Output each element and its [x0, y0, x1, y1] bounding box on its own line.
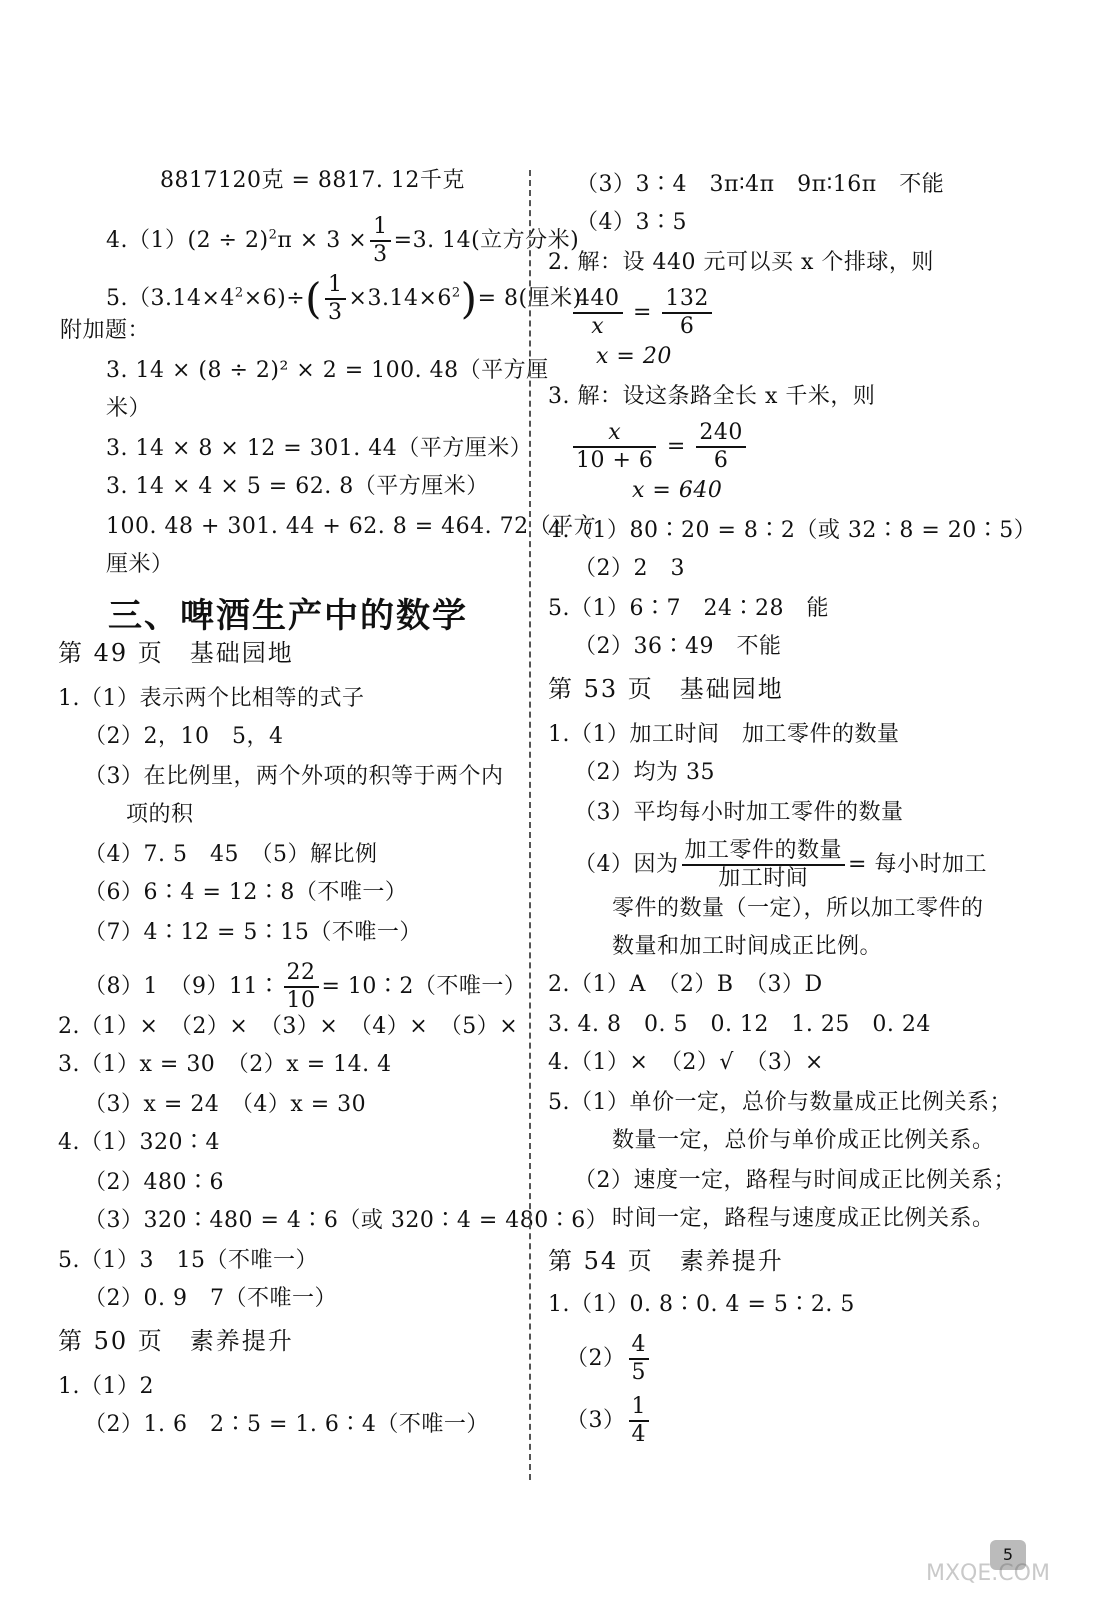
answer-line: 数量和加工时间成正比例。 [612, 934, 883, 959]
answer-line: （3）平均每小时加工零件的数量 [574, 800, 904, 825]
answer-line: 1.（1）加工时间 加工零件的数量 [548, 722, 900, 747]
answer-line: （2）480∶6 [84, 1170, 224, 1195]
fraction: $\frac{440}{x}$ [573, 286, 623, 340]
fraction: $\frac{\text{加工零件的数量}}{\text{加工时间}}$ [682, 838, 846, 892]
fraction: $\frac{132}{6}$ [662, 286, 712, 340]
solution-line: x = 20 [596, 344, 672, 369]
answer-line: 4.（1）× （2）√ （3）× [548, 1050, 824, 1075]
answer-line: （2）2 3 [574, 556, 685, 581]
answer-line: （2）速度一定，路程与时间成正比例关系； [574, 1168, 1016, 1193]
page-49-heading: 第 49 页 基础园地 [58, 639, 294, 667]
answer-line: 3. 4. 8 0. 5 0. 12 1. 25 0. 24 [548, 1012, 931, 1037]
answer-line: 2.（1）A （2）B （3）D [548, 972, 823, 997]
answer-line: （2）均为 35 [574, 760, 715, 785]
answer-line: （4）3∶5 [576, 210, 687, 235]
answer-line-fraction: （3） $\frac{1}{4}$ [566, 1394, 652, 1448]
fraction: $\frac{1}{4}$ [629, 1394, 650, 1448]
extra-question-label: 附加题： [60, 318, 151, 343]
answer-line: 2. 解：设 440 元可以买 x 个排球，则 [548, 250, 934, 275]
answer-line: 1.（1）2 [58, 1374, 154, 1399]
proportion-equation: $\frac{440}{x}$ = $\frac{132}{6}$ [570, 286, 715, 340]
answer-line: 数量一定，总价与单价成正比例关系。 [612, 1128, 995, 1153]
answer-line: （2）0. 9 7（不唯一） [84, 1286, 337, 1311]
section-title: 三、啤酒生产中的数学 [108, 596, 468, 636]
answer-line: 5.（1）3 15（不唯一） [58, 1248, 318, 1273]
answer-line: （2）36∶49 不能 [574, 634, 782, 659]
answer-line: 4.（1）320∶4 [58, 1130, 220, 1155]
answer-line: 项的积 [126, 802, 194, 827]
answer-line: 1.（1）表示两个比相等的式子 [58, 686, 365, 711]
fraction: $\frac{4}{5}$ [629, 1332, 650, 1386]
answer-line: 4.（1）80∶20 = 8∶2（或 32∶8 = 20∶5） [548, 518, 1037, 543]
extra-line-4b: 厘米） [106, 552, 174, 577]
answer-line: （2）2，10 5，4 [84, 724, 284, 749]
answer-line: 1.（1）0. 8∶0. 4 = 5∶2. 5 [548, 1292, 855, 1317]
left-line-2: $4.(1)(2 \div 2)^2\pi \times 3$ × $\frac{1}{3}$ =3. 14(立方分米) [106, 214, 580, 267]
fraction: $\frac{x}{10 + 6}$ [573, 420, 656, 474]
answer-line: 5.（1）单价一定，总价与数量成正比例关系； [548, 1090, 1012, 1115]
extra-line-4: 100. 48 + 301. 44 + 62. 8 = 464. 72（平方 [106, 514, 597, 539]
answer-line: 5.（1）6∶7 24∶28 能 [548, 596, 829, 621]
answer-line-fraction: （8）1 （9）11∶ $\frac{22}{10}$ = 10∶2（不唯一） [84, 960, 527, 1013]
answer-line: （3）x = 24 （4）x = 30 [84, 1092, 367, 1117]
answer-line: 2.（1）× （2）× （3）× （4）× （5）× [58, 1014, 519, 1039]
answer-line: 零件的数量（一定），所以加工零件的 [612, 896, 984, 921]
watermark-logo [916, 1520, 1096, 1590]
extra-line-3: 3. 14 × 4 × 5 = 62. 8（平方厘米） [106, 474, 489, 499]
extra-line-1: 3. 14 × (8 ÷ 2)² × 2 = 100. 48（平方厘 [106, 358, 549, 383]
extra-line-2: 3. 14 × 8 × 12 = 301. 44（平方厘米） [106, 436, 533, 461]
fraction: $\frac{1}{3}$ [325, 272, 346, 326]
answer-line: （3）320∶480 = 4∶6（或 320∶4 = 480∶6） [84, 1208, 609, 1233]
page-50-heading: 第 50 页 素养提升 [58, 1327, 294, 1355]
fraction: $\frac{1}{3}$ [370, 214, 391, 268]
answer-line: 3.（1）x = 30 （2）x = 14. 4 [58, 1052, 392, 1077]
answer-line-fraction: （4）因为 $\frac{\text{加工零件的数量}}{\text{加工时间}}$ = 每小时加工 [574, 838, 987, 891]
watermark-text: MXQE.COM [926, 1561, 1050, 1586]
answer-line-fraction: （2） $\frac{4}{5}$ [566, 1332, 652, 1386]
column-divider [529, 170, 531, 1480]
page-number: 5 [990, 1540, 1026, 1570]
answer-line: （3）在比例里，两个外项的积等于两个内 [84, 764, 504, 789]
proportion-equation: $\frac{x}{10 + 6}$ = $\frac{240}{6}$ [570, 420, 749, 474]
answer-line: （6）6∶4 = 12∶8（不唯一） [84, 880, 408, 905]
page-53-heading: 第 53 页 基础园地 [548, 675, 784, 703]
fraction: $\frac{22}{10}$ [284, 960, 319, 1014]
answer-line: 3. 解：设这条路全长 x 千米，则 [548, 384, 876, 409]
answer-line: （7）4∶12 = 5∶15（不唯一） [84, 920, 422, 945]
extra-line-1b: 米） [106, 396, 152, 421]
answer-line: （3）3∶4 3π∶4π 9π∶16π 不能 [576, 172, 945, 197]
left-line-3: $5.(3.14\times 4^2\times 6)\div$( $\frac{1}{3}$ $\times 3.14\times 6^2)= 8$(厘米) [106, 272, 582, 325]
answer-line: （2）1. 6 2∶5 = 1. 6∶4（不唯一） [84, 1412, 489, 1437]
page-54-heading: 第 54 页 素养提升 [548, 1247, 784, 1275]
answer-line: （4）7. 5 45 （5）解比例 [84, 842, 378, 867]
fraction: $\frac{240}{6}$ [696, 420, 746, 474]
answer-line: 时间一定，路程与速度成正比例关系。 [612, 1206, 995, 1231]
solution-line: x = 640 [632, 478, 723, 503]
left-line-1: 8817120克 = 8817. 12千克 [160, 168, 465, 193]
